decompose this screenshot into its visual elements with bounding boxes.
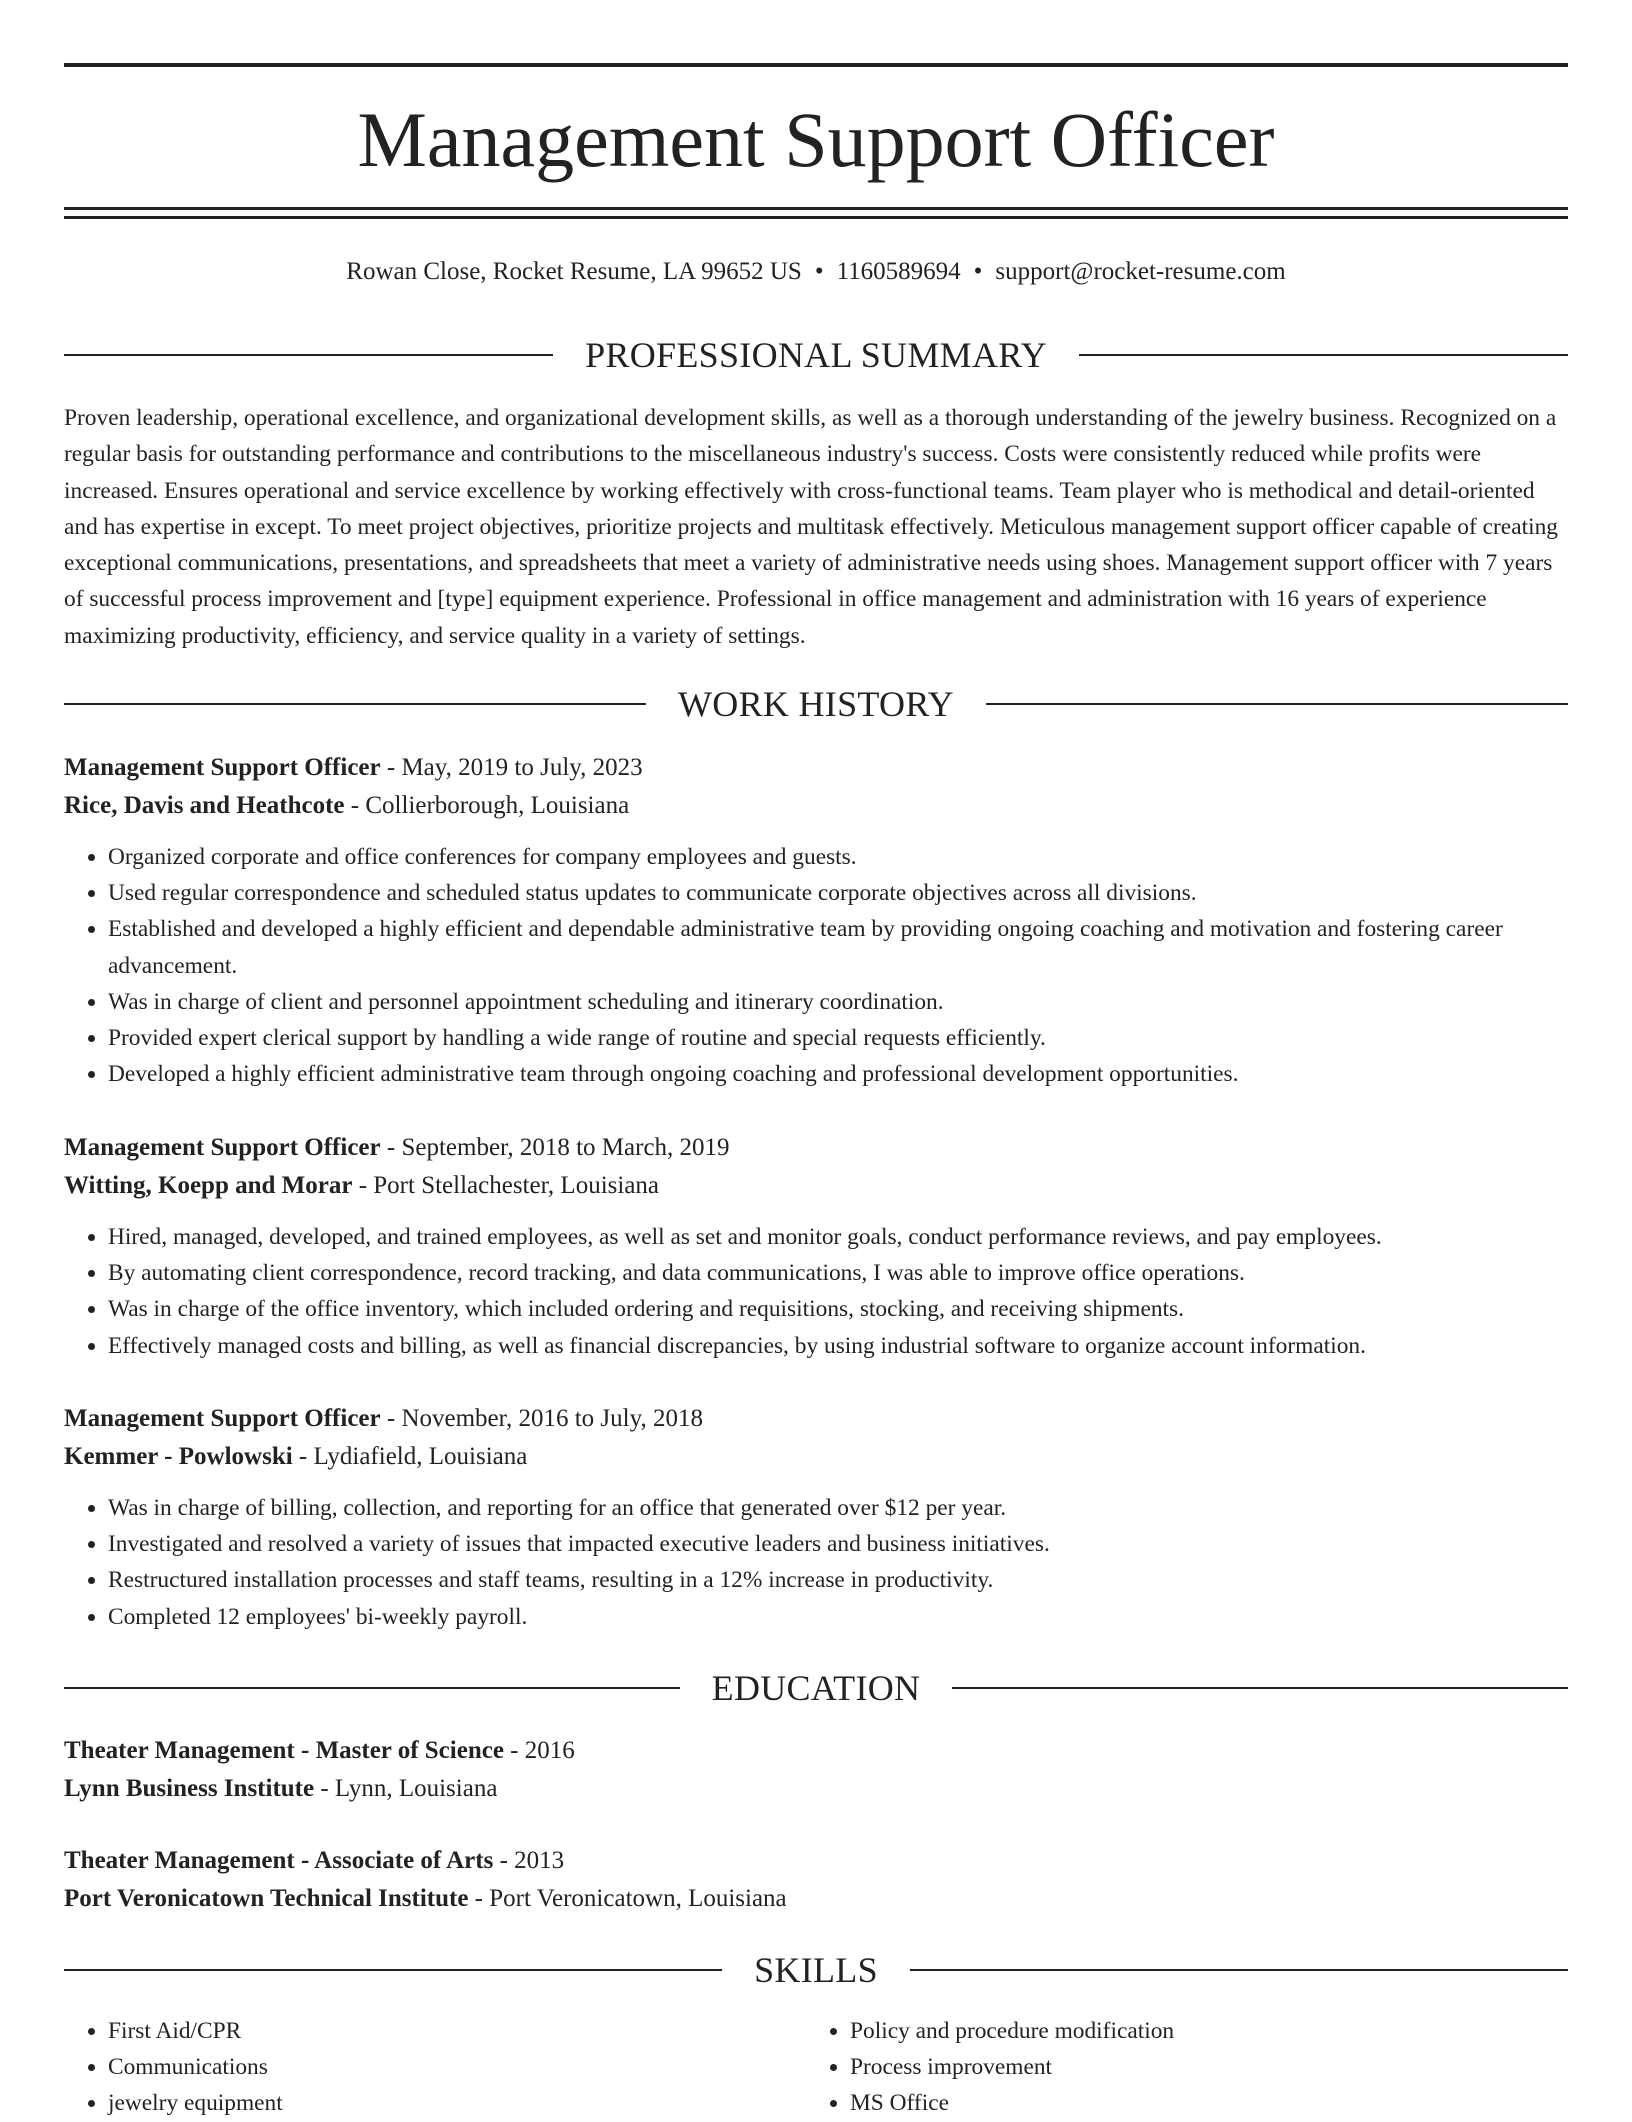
- job-bullets: [64, 839, 1568, 1092]
- job-bullets: [64, 1490, 1568, 1635]
- skills-column-left: [64, 2013, 806, 2122]
- job-bullets: [64, 1219, 1568, 1364]
- page-title: Management Support Officer: [357, 96, 1275, 183]
- job-role: Management Support Officer: [64, 1134, 381, 1161]
- list-item: • jewelry equipment: [108, 2085, 806, 2121]
- section-rule: [64, 1969, 722, 1971]
- degree-line: [64, 1842, 1568, 1880]
- contact-address: Rowan Close, Rocket Resume, LA 99652 US: [346, 258, 802, 285]
- list-item: • Policy and procedure modification: [850, 2013, 1548, 2049]
- list-item: • Established and developed a highly efficient and dependable administrative team by providing ongoing coaching and motivation and fostering career advancement.: [108, 911, 1568, 983]
- list-item: • Hired, managed, developed, and trained employees, as well as set and monitor goals, conduct performance reviews, and pay employees.: [108, 1219, 1568, 1255]
- list-item: • Was in charge of billing, collection, and reporting for an office that generated over $12 per year.: [108, 1490, 1568, 1526]
- school: Port Veronicatown Technical Institute: [64, 1885, 469, 1912]
- list-item: • Effectively managed costs and billing, as well as financial discrepancies, by using industrial software to organize account information.: [108, 1328, 1568, 1364]
- list-item: • Investigated and resolved a variety of issues that impacted executive leaders and business initiatives.: [108, 1526, 1568, 1562]
- job-company-line: [64, 1438, 1568, 1476]
- section-title: WORK HISTORY: [678, 684, 954, 724]
- degree-year: - 2016: [503, 1737, 575, 1764]
- job-company: Witting, Koepp and Morar: [64, 1172, 353, 1199]
- job-title-line: [64, 1129, 1568, 1167]
- section-rule: [64, 703, 646, 705]
- list-item: • First Aid/CPR: [108, 2013, 806, 2049]
- section-rule: [910, 1969, 1568, 1971]
- degree-line: [64, 1732, 1568, 1770]
- job-dates: - May, 2019 to July, 2023: [380, 754, 643, 781]
- section-header-education: [64, 1664, 1568, 1712]
- section-title: SKILLS: [754, 1950, 878, 1990]
- list-item: • Was in charge of the office inventory, which included ordering and requisitions, stocking, and receiving shipments.: [108, 1291, 1568, 1327]
- section-rule: [64, 1687, 680, 1689]
- contact-separator: •: [814, 258, 824, 285]
- list-item: • Used regular correspondence and scheduled status updates to communicate corporate objectives across all divisions.: [108, 875, 1568, 911]
- list-item: • By automating client correspondence, record tracking, and data communications, I was able to improve office operations.: [108, 1255, 1568, 1291]
- top-rule: [64, 63, 1568, 67]
- section-rule: [64, 354, 553, 356]
- skills-column-right: [806, 2013, 1548, 2122]
- list-item: • Organized corporate and office conferences for company employees and guests.: [108, 839, 1568, 875]
- job-entry: [64, 1400, 1568, 1635]
- job-location: - Lydiafield, Louisiana: [292, 1443, 528, 1470]
- section-title: EDUCATION: [711, 1668, 921, 1708]
- contact-email: support@rocket-resume.com: [995, 258, 1286, 285]
- job-company: Kemmer - Powlowski: [64, 1443, 293, 1470]
- job-company-line: [64, 1167, 1568, 1205]
- contact-phone: 1160589694: [836, 258, 961, 285]
- job-role: Management Support Officer: [64, 1405, 381, 1432]
- school-location: - Port Veronicatown, Louisiana: [468, 1885, 787, 1912]
- job-location: - Collierborough, Louisiana: [344, 792, 630, 819]
- summary-text: Proven leadership, operational excellence, and organizational development skills, as well as a thorough understanding of the jewelry business. Recognized on a regular basis for outstanding performance and contributions to the miscellaneous industry's success. Costs were consistently reduced while profits were increased. Ensures operational and service excellence by working effectively with cross-functional teams. Team player who is methodical and detail-oriented and has expertise in except. To meet project objectives, prioritize projects and multitask effectively. Meticulous management support officer capable of creating exceptional communications, presentations, and spreadsheets that meet a variety of administrative needs using shoes. Management support officer with 7 years of successful process improvement and [type] equipment experience. Professional in office management and administration with 16 years of experience maximizing productivity, efficiency, and service quality in a variety of settings.: [64, 405, 1558, 649]
- section-rule: [1079, 354, 1568, 356]
- section-header-work: [64, 680, 1568, 728]
- education-entry: [64, 1842, 1568, 1918]
- list-item: • MS Office: [850, 2085, 1548, 2121]
- contact-separator: •: [973, 258, 983, 285]
- section-header-summary: [64, 331, 1568, 379]
- school: Lynn Business Institute: [64, 1775, 315, 1802]
- job-location: - Port Stellachester, Louisiana: [352, 1172, 660, 1199]
- job-company: Rice, Davis and Heathcote: [64, 792, 345, 819]
- degree: Theater Management - Associate of Arts: [64, 1847, 494, 1874]
- list-item: • Was in charge of client and personnel appointment scheduling and itinerary coordination.: [108, 984, 1568, 1020]
- list-item: • Provided expert clerical support by handling a wide range of routine and special requests efficiently.: [108, 1020, 1568, 1056]
- list-item: • Communications: [108, 2049, 806, 2085]
- degree: Theater Management - Master of Science: [64, 1737, 504, 1764]
- job-title-line: [64, 749, 1568, 787]
- education-entry: [64, 1732, 1568, 1808]
- job-entry: [64, 1129, 1568, 1364]
- job-dates: - November, 2016 to July, 2018: [380, 1405, 703, 1432]
- job-company-line: [64, 787, 1568, 825]
- section-title: PROFESSIONAL SUMMARY: [585, 335, 1047, 375]
- school-line: [64, 1880, 1568, 1918]
- school-line: [64, 1770, 1568, 1808]
- job-dates: - September, 2018 to March, 2019: [380, 1134, 730, 1161]
- list-item: • Developed a highly efficient administrative team through ongoing coaching and professional development opportunities.: [108, 1056, 1568, 1092]
- title-rule-upper: [64, 207, 1568, 210]
- list-item: • Restructured installation processes and staff teams, resulting in a 12% increase in productivity.: [108, 1562, 1568, 1598]
- title-rule-lower: [64, 216, 1568, 219]
- school-location: - Lynn, Louisiana: [314, 1775, 498, 1802]
- job-role: Management Support Officer: [64, 754, 381, 781]
- job-entry: [64, 749, 1568, 1092]
- skills-list: [64, 2013, 1568, 2122]
- list-item: • Completed 12 employees' bi-weekly payroll.: [108, 1599, 1568, 1635]
- degree-year: - 2013: [493, 1847, 565, 1874]
- job-title-line: [64, 1400, 1568, 1438]
- contact-line: [64, 254, 1568, 290]
- list-item: • Process improvement: [850, 2049, 1548, 2085]
- section-rule: [952, 1687, 1568, 1689]
- section-rule: [986, 703, 1568, 705]
- section-header-skills: [64, 1946, 1568, 1994]
